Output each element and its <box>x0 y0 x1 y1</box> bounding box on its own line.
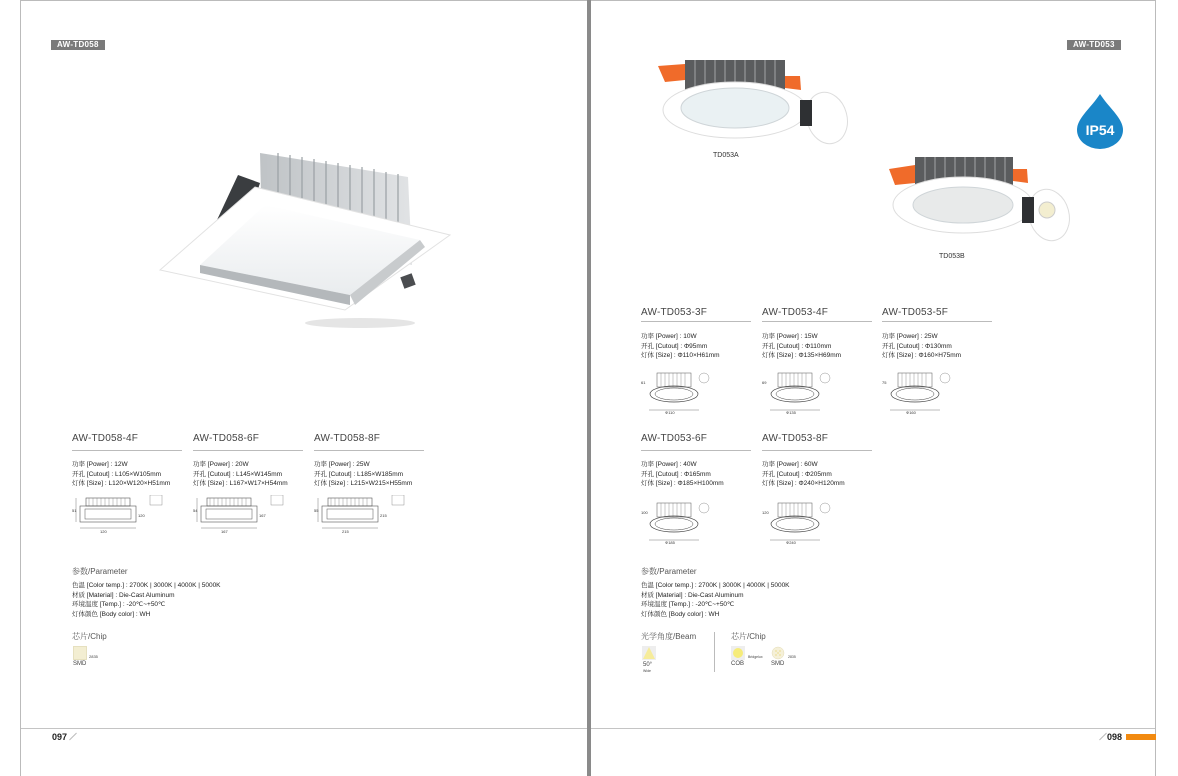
round-dimension-drawing-6f <box>641 500 721 545</box>
spec-size: 灯体 [Size] : Φ160×H75mm <box>882 352 962 360</box>
param-body-color: 灯体颜色 [Body color] : WH <box>72 610 151 618</box>
svg-text:Φ135: Φ135 <box>786 410 796 415</box>
book-spine <box>587 0 591 776</box>
svg-text:215: 215 <box>342 529 349 534</box>
spec-block-td053-8f <box>762 460 845 489</box>
parameter-list-right <box>641 581 790 619</box>
beam-angle-icon <box>642 646 656 660</box>
smd-chip-icon <box>73 646 87 660</box>
page-number-right: 098 <box>1107 732 1123 742</box>
spec-size: 灯体 [Size] : L215×W215×H55mm <box>314 480 413 488</box>
page-number-left: 097 <box>52 732 68 742</box>
param-temp: 环境温度 [Temp.] : -20℃~+50℃ <box>72 601 166 609</box>
model-name-td058-6f: AW-TD058-6F <box>193 433 260 444</box>
square-dimension-drawing-6f <box>193 495 293 535</box>
section-divider <box>714 632 715 672</box>
spec-power: 功率 [Power] : 25W <box>882 333 938 340</box>
product-tag-right: AW-TD053 <box>1067 40 1121 50</box>
svg-text:215: 215 <box>380 513 387 518</box>
model-underline <box>762 450 872 451</box>
spec-power: 功率 [Power] : 25W <box>314 461 370 468</box>
spec-block-td058-4f <box>72 460 170 489</box>
cob-chip-icon <box>731 646 745 660</box>
chip-sub-label: 2835 <box>89 654 98 659</box>
spec-cutout: 开孔 [Cutout] : Φ95mm <box>641 342 708 350</box>
smd-chip-icon <box>771 646 785 660</box>
model-underline <box>193 450 303 451</box>
photo-caption-td053a: TD053A <box>713 152 739 159</box>
spec-size: 灯体 [Size] : Φ135×H69mm <box>762 352 842 360</box>
model-underline <box>641 450 751 451</box>
model-name-td053-3f: AW-TD053-3F <box>641 307 708 318</box>
model-name-td053-4f: AW-TD053-4F <box>762 307 829 318</box>
svg-text:IP54: IP54 <box>1085 122 1115 138</box>
spec-power: 功率 [Power] : 40W <box>641 461 697 468</box>
footer-divider-left <box>21 728 587 729</box>
spec-power: 功率 [Power] : 12W <box>72 461 128 468</box>
svg-text:167: 167 <box>221 529 228 534</box>
round-dimension-drawing-5f <box>882 370 962 415</box>
smd-chip-sub: 2835 <box>788 655 796 659</box>
spec-power: 功率 [Power] : 10W <box>641 333 697 340</box>
svg-text:61: 61 <box>641 380 646 385</box>
param-body-color: 灯体颜色 [Body color] : WH <box>641 610 720 618</box>
model-underline <box>882 321 992 322</box>
beam-angle-sub: Wide <box>643 669 651 673</box>
spec-power: 功率 [Power] : 20W <box>193 461 249 468</box>
ip54-water-drop-icon <box>1075 92 1125 150</box>
model-name-td053-8f: AW-TD053-8F <box>762 433 829 444</box>
svg-text:Φ160: Φ160 <box>906 410 916 415</box>
svg-text:100: 100 <box>641 510 648 515</box>
spec-size: 灯体 [Size] : Φ110×H61mm <box>641 352 720 360</box>
accent-bar <box>1126 734 1156 740</box>
model-name-td053-6f: AW-TD053-6F <box>641 433 708 444</box>
cob-chip-sub: Bridgelux <box>748 655 763 659</box>
round-dimension-drawing-4f <box>762 370 842 415</box>
spec-cutout: 开孔 [Cutout] : L105×W105mm <box>72 470 162 478</box>
param-material: 材质 [Material] : Die-Cast Aluminum <box>641 591 744 599</box>
spec-size: 灯体 [Size] : Φ185×H100mm <box>641 480 724 488</box>
model-underline <box>314 450 424 451</box>
svg-text:120: 120 <box>100 529 107 534</box>
spec-block-td053-5f <box>882 332 961 361</box>
spec-block-td058-6f <box>193 460 288 489</box>
chip-title-left: 芯片/Chip <box>72 632 107 641</box>
chip-label-cob: COB <box>731 661 745 667</box>
param-color-temp: 色温 [Color temp.] : 2700K | 3000K | 4000K | 5000K <box>72 582 221 589</box>
model-name-td053-5f: AW-TD053-5F <box>882 307 949 318</box>
spec-cutout: 开孔 [Cutout] : L185×W185mm <box>314 470 404 478</box>
parameter-title-left: 参数/Parameter <box>72 567 128 576</box>
chip-label-smd: SMD <box>771 661 785 667</box>
model-underline <box>641 321 751 322</box>
svg-text:167: 167 <box>259 513 266 518</box>
spec-power: 功率 [Power] : 60W <box>762 461 818 468</box>
svg-text:51: 51 <box>72 508 77 513</box>
footer-divider-right <box>591 728 1155 729</box>
model-name-td058-4f: AW-TD058-4F <box>72 433 139 444</box>
chip-label-smd: SMD <box>73 661 87 667</box>
param-material: 材质 [Material] : Die-Cast Aluminum <box>72 591 175 599</box>
square-dimension-drawing-4f <box>72 495 172 535</box>
square-downlight-photo <box>150 145 460 335</box>
round-dimension-drawing-8f <box>762 500 842 545</box>
spec-size: 灯体 [Size] : L120×W120×H51mm <box>72 480 171 488</box>
svg-text:55: 55 <box>314 508 319 513</box>
param-color-temp: 色温 [Color temp.] : 2700K | 3000K | 4000K | 5000K <box>641 582 790 589</box>
spec-size: 灯体 [Size] : L167×W17×H54mm <box>193 480 288 488</box>
round-dimension-drawing-3f <box>641 370 721 415</box>
spec-cutout: 开孔 [Cutout] : L145×W145mm <box>193 470 283 478</box>
param-temp: 环境温度 [Temp.] : -20℃~+50℃ <box>641 601 735 609</box>
photo-caption-td053b: TD053B <box>939 253 965 260</box>
model-underline <box>762 321 872 322</box>
spec-block-td053-4f <box>762 332 841 361</box>
td053b-product-photo <box>887 155 1087 250</box>
left-page-frame <box>20 0 587 776</box>
spec-cutout: 开孔 [Cutout] : Φ110mm <box>762 342 832 350</box>
parameter-title-right: 参数/Parameter <box>641 567 697 576</box>
model-underline <box>72 450 182 451</box>
svg-text:Φ240: Φ240 <box>786 540 796 545</box>
spec-cutout: 开孔 [Cutout] : Φ205mm <box>762 470 832 478</box>
chip-title-right: 芯片/Chip <box>731 632 766 641</box>
svg-text:75: 75 <box>882 380 887 385</box>
beam-angle-value: 50° <box>643 662 653 668</box>
spec-cutout: 开孔 [Cutout] : Φ130mm <box>882 342 952 350</box>
spec-cutout: 开孔 [Cutout] : Φ165mm <box>641 470 711 478</box>
svg-text:120: 120 <box>138 513 145 518</box>
spec-size: 灯体 [Size] : Φ240×H120mm <box>762 480 845 488</box>
spec-power: 功率 [Power] : 15W <box>762 333 818 340</box>
model-name-td058-8f: AW-TD058-8F <box>314 433 381 444</box>
svg-text:Φ185: Φ185 <box>665 540 675 545</box>
parameter-list-left <box>72 581 221 619</box>
beam-title: 光学角度/Beam <box>641 632 697 641</box>
product-tag-left: AW-TD058 <box>51 40 105 50</box>
svg-text:69: 69 <box>762 380 767 385</box>
spec-block-td053-6f <box>641 460 724 489</box>
spec-block-td053-3f <box>641 332 720 361</box>
spec-block-td058-8f <box>314 460 412 489</box>
svg-text:120: 120 <box>762 510 769 515</box>
svg-text:Φ110: Φ110 <box>665 410 675 415</box>
square-dimension-drawing-8f <box>314 495 414 535</box>
td053a-product-photo <box>655 58 865 153</box>
svg-text:54: 54 <box>193 508 198 513</box>
